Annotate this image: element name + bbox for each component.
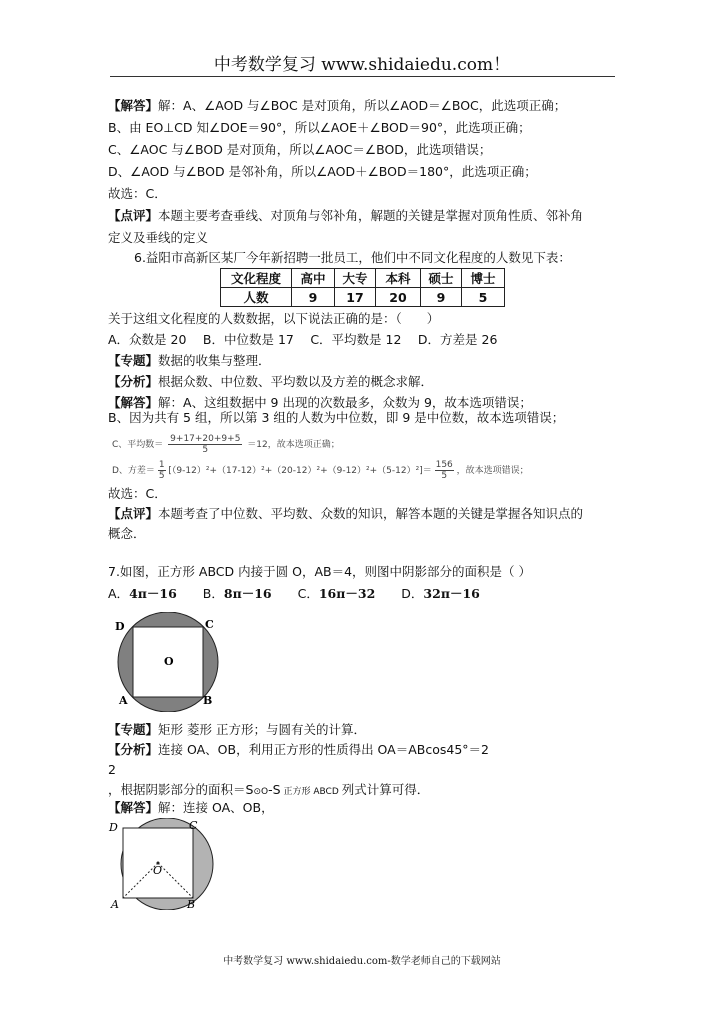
table-cell: 高中: [292, 269, 335, 288]
q5-line4: D、∠AOD 与∠BOD 是邻补角，所以∠AOD＋∠BOD＝180°，此选项正确；: [108, 164, 537, 179]
q6-choose: 故选：C．: [108, 486, 167, 501]
q5-line2: B、由 EO⊥CD 知∠DOE＝90°，所以∠AOE＋∠BOD＝90°，此选项正确；: [108, 120, 531, 135]
q7-analysis2-prefix: ，根据阴影部分的面积＝S: [108, 782, 254, 797]
q6-question: 关于这组文化程度的人数数据，以下说法正确的是：（ ）: [108, 311, 440, 326]
option-c-label: C．: [297, 586, 319, 601]
table-cell: 人数: [221, 288, 292, 307]
q6-answer-d-prefix: D、方差＝: [112, 466, 155, 476]
q5-comment-cont: 定义及垂线的定义: [108, 230, 209, 245]
option-b-label: B．: [202, 586, 224, 601]
q5-choose: 故选：C．: [108, 186, 167, 201]
label-c: C: [189, 819, 198, 832]
q6-answer-a-text: 解：A、这组数据中 9 出现的次数最多，众数为 9，故本选项错误；: [158, 395, 532, 410]
fraction: [168, 434, 242, 455]
q6-analysis-text: 根据众数、中位数、平均数以及方差的概念求解．: [158, 374, 434, 389]
option-a-value: 4π－16: [129, 586, 177, 601]
fraction-numerator: 1: [158, 460, 165, 470]
comment-label: 【点评】: [108, 506, 159, 521]
option-d-label: D．: [401, 586, 424, 601]
label-d: D: [109, 821, 118, 834]
q7-figure-2: [105, 818, 225, 910]
fraction-numerator: 9+17+20+9+5: [170, 434, 241, 444]
q7-stem: 7.如图，正方形 ABCD 内接于圆 O，AB＝4，则图中阴影部分的面积是（ ）: [108, 564, 531, 579]
topic-label: 【专题】: [108, 353, 159, 368]
fraction-numerator: 156: [435, 460, 453, 470]
option-d-value: 32π－16: [423, 586, 480, 601]
topic-label: 【专题】: [108, 722, 159, 737]
header-divider: [110, 76, 615, 77]
fraction-denominator: 5: [441, 471, 448, 481]
q6-answer-c-prefix: C、平均数＝: [112, 440, 164, 450]
q7-topic: [108, 722, 366, 738]
q7-analysis: [108, 742, 489, 758]
table-cell: 9: [292, 288, 335, 307]
q7-analysis-cont: 2: [108, 762, 116, 777]
q7-options: [108, 586, 480, 602]
q6-answer-b: B、因为共有 5 组，所以第 3 组的人数为中位数，即 9 是中位数，故本选项错误；: [108, 410, 565, 425]
subscript-circle: ⊙O: [253, 787, 269, 797]
q7-analysis-text: 连接 OA、OB，利用正方形的性质得出 OA＝ABcos45°＝2: [158, 742, 489, 757]
table-cell: 本科: [376, 269, 421, 288]
q6-data-table: [220, 268, 505, 307]
q7-answer: [108, 800, 274, 816]
q6-answer-d-body: [（9-12）²+（17-12）²+（20-12）²+（9-12）²+（5-12）²]＝: [168, 466, 432, 476]
analysis-label: 【分析】: [108, 374, 159, 389]
q6-stem: 6.益阳市高新区某厂今年新招聘一批员工，他们中不同文化程度的人数见下表：: [134, 250, 571, 265]
q6-options: A．众数是 20 B．中位数是 17 C．平均数是 12 D．方差是 26: [108, 332, 498, 347]
q6-comment: [108, 506, 583, 522]
fraction-denominator: 5: [158, 471, 165, 481]
option-a-label: A．: [108, 586, 130, 601]
table-cell: 硕士: [421, 269, 462, 288]
table-cell: 17: [335, 288, 376, 307]
q6-analysis: [108, 374, 433, 390]
label-a: A: [111, 898, 119, 910]
q6-answer-c-suffix: ＝12，故本选项正确；: [247, 440, 340, 450]
table-cell: 5: [462, 288, 505, 307]
label-c: C: [205, 618, 214, 631]
q5-answer-text: 解：A、∠AOD 与∠BOC 是对顶角，所以∠AOD＝∠BOC，此选项正确；: [158, 98, 567, 113]
answer-label: 【解答】: [108, 98, 159, 113]
option-c-value: 16π－32: [318, 586, 376, 601]
q7-answer-text: 解：连接 OA、OB，: [158, 800, 274, 815]
label-o: O: [164, 655, 174, 668]
comment-label: 【点评】: [108, 208, 159, 223]
table-cell: 博士: [462, 269, 505, 288]
option-b-value: 8π－16: [223, 586, 272, 601]
q5-comment: [108, 208, 583, 224]
table-cell: 大专: [335, 269, 376, 288]
label-b: B: [203, 694, 213, 707]
fraction-denominator: 5: [202, 445, 209, 455]
q6-answer-a: [108, 395, 532, 411]
q7-topic-text: 矩形 菱形 正方形；与圆有关的计算．: [158, 722, 366, 737]
q5-comment-text1: 本题主要考查垂线、对顶角与邻补角，解题的关键是掌握对顶角性质、邻补角: [158, 208, 584, 223]
page-header-title: 中考数学复习 www.shidaiedu.com！: [213, 55, 511, 75]
q5-answer-line1: [108, 98, 566, 114]
fraction: [435, 460, 454, 481]
q6-answer-c: [112, 434, 340, 455]
q7-analysis-2: [108, 782, 429, 800]
answer-label: 【解答】: [108, 395, 159, 410]
analysis-label: 【分析】: [108, 742, 159, 757]
q6-topic-text: 数据的收集与整理．: [158, 353, 271, 368]
q6-answer-d-suffix: ，故本选项错误；: [456, 466, 529, 476]
page-footer: 中考数学复习 www.shidaiedu.com-数学老师自己的下载网站: [223, 956, 501, 967]
q6-topic: [108, 353, 271, 369]
q5-line3: C、∠AOC 与∠BOD 是对顶角，所以∠AOC＝∠BOD，此选项错误；: [108, 142, 492, 157]
q6-answer-d: [112, 460, 529, 481]
table-row: [221, 269, 505, 288]
table-cell: 9: [421, 288, 462, 307]
fraction: [158, 460, 166, 481]
label-o: O: [153, 864, 163, 877]
label-d: D: [115, 620, 125, 633]
label-a: A: [119, 694, 128, 707]
table-cell: 20: [376, 288, 421, 307]
table-row: [221, 288, 505, 307]
q6-comment-text1: 本题考查了中位数、平均数、众数的知识，解答本题的关键是掌握各知识点的: [158, 506, 584, 521]
subscript-square: 正方形 ABCD: [283, 787, 339, 797]
q6-comment-cont: 概念．: [108, 526, 146, 541]
answer-label: 【解答】: [108, 800, 159, 815]
table-cell: 文化程度: [221, 269, 292, 288]
q7-figure-1: [105, 612, 225, 712]
label-b: B: [187, 898, 196, 910]
q7-analysis2-suffix: 列式计算可得．: [341, 782, 430, 797]
q7-analysis2-mid: -S: [268, 782, 281, 797]
